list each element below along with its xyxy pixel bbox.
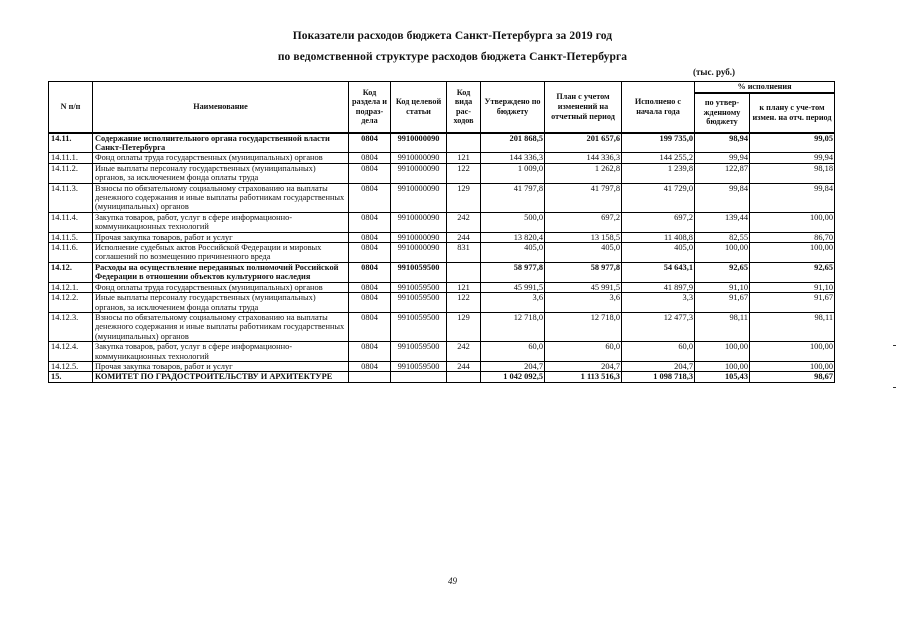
- margin-mark: [893, 387, 896, 388]
- row-approved: 58 977,8: [481, 262, 545, 282]
- row-executed: 1 239,8: [622, 163, 695, 183]
- row-pct-approved: 100,00: [695, 342, 750, 362]
- row-number: 14.11.1.: [49, 153, 93, 163]
- row-approved: 1 042 092,5: [481, 372, 545, 382]
- row-approved: 1 009,0: [481, 163, 545, 183]
- row-number: 14.12.1.: [49, 282, 93, 292]
- row-plan: 12 718,0: [545, 312, 622, 341]
- row-target-code: 9910000090: [391, 243, 447, 263]
- header-name: Наименование: [93, 82, 349, 133]
- row-name: Расходы на осуществление переданных полномочий Российской Федерации в отношении объектов культурного наследия: [93, 262, 349, 282]
- row-executed: 3,3: [622, 293, 695, 313]
- row-expense-type-code: 129: [447, 312, 481, 341]
- row-pct-plan: 100,00: [750, 342, 835, 362]
- row-number: 14.11.4.: [49, 212, 93, 232]
- row-plan: 1 113 516,3: [545, 372, 622, 382]
- row-number: 14.11.3.: [49, 183, 93, 212]
- row-executed: 41 897,9: [622, 282, 695, 292]
- header-pct-approved: по утвер-жденному бюджету: [695, 93, 750, 133]
- row-section-code: 0804: [349, 153, 391, 163]
- row-name: КОМИТЕТ ПО ГРАДОСТРОИТЕЛЬСТВУ И АРХИТЕКТУРЕ: [93, 372, 349, 382]
- row-pct-approved: 100,00: [695, 243, 750, 263]
- row-approved: 500,0: [481, 212, 545, 232]
- table-row: [49, 293, 835, 313]
- row-name: Прочая закупка товаров, работ и услуг: [93, 232, 349, 242]
- table-row: [49, 243, 835, 263]
- row-number: 14.12.: [49, 262, 93, 282]
- header-pct-group: % исполнения: [695, 82, 835, 93]
- table-row: [49, 312, 835, 341]
- row-plan: 204,7: [545, 361, 622, 371]
- row-approved: 3,6: [481, 293, 545, 313]
- row-expense-type-code: 121: [447, 153, 481, 163]
- row-name: Прочая закупка товаров, работ и услуг: [93, 361, 349, 371]
- row-expense-type-code: 244: [447, 361, 481, 371]
- row-executed: 405,0: [622, 243, 695, 263]
- row-pct-approved: 99,94: [695, 153, 750, 163]
- row-number: 14.12.5.: [49, 361, 93, 371]
- row-expense-type-code: [447, 372, 481, 382]
- row-expense-type-code: 242: [447, 342, 481, 362]
- row-pct-approved: 91,10: [695, 282, 750, 292]
- document-title-line1: Показатели расходов бюджета Санкт-Петербурга за 2019 год: [292, 30, 613, 42]
- row-pct-approved: 98,11: [695, 312, 750, 341]
- header-target-code: Код целевой статьи: [391, 82, 447, 133]
- table-row: [49, 183, 835, 212]
- row-pct-plan: 99,05: [750, 133, 835, 153]
- row-approved: 201 868,5: [481, 133, 545, 153]
- row-target-code: 9910000090: [391, 133, 447, 153]
- row-section-code: 0804: [349, 282, 391, 292]
- row-target-code: 9910000090: [391, 153, 447, 163]
- row-expense-type-code: 244: [447, 232, 481, 242]
- row-number: 14.12.4.: [49, 342, 93, 362]
- row-pct-approved: 99,84: [695, 183, 750, 212]
- row-name: Исполнение судебных актов Российской Федерации и мировых соглашений по возмещению причиненного вреда: [93, 243, 349, 263]
- row-target-code: 9910000090: [391, 183, 447, 212]
- header-approved: Утверждено по бюджету: [481, 82, 545, 133]
- table-row: [49, 372, 835, 382]
- row-section-code: 0804: [349, 361, 391, 371]
- row-pct-approved: 82,55: [695, 232, 750, 242]
- row-pct-plan: 98,67: [750, 372, 835, 382]
- row-pct-approved: 98,94: [695, 133, 750, 153]
- row-approved: 12 718,0: [481, 312, 545, 341]
- header-plan: План с учетом изменений на отчетный период: [545, 82, 622, 133]
- document-title-line2: по ведомственной структуре расходов бюджета Санкт-Петербурга: [277, 51, 628, 63]
- row-plan: 41 797,8: [545, 183, 622, 212]
- row-pct-approved: 91,67: [695, 293, 750, 313]
- row-section-code: 0804: [349, 342, 391, 362]
- row-approved: 144 336,3: [481, 153, 545, 163]
- table-row: [49, 282, 835, 292]
- row-plan: 405,0: [545, 243, 622, 263]
- header-pct-plan: к плану с уче-том измен. на отч. период: [750, 93, 835, 133]
- row-pct-plan: 86,70: [750, 232, 835, 242]
- row-number: 14.11.: [49, 133, 93, 153]
- row-pct-plan: 100,00: [750, 361, 835, 371]
- row-pct-approved: 122,87: [695, 163, 750, 183]
- header-section-code: Код раздела и подраз-дела: [349, 82, 391, 133]
- row-name: Иные выплаты персоналу государственных (муниципальных) органов, за исключением фонда оплаты труда: [93, 293, 349, 313]
- row-number: 14.11.2.: [49, 163, 93, 183]
- row-pct-approved: 139,44: [695, 212, 750, 232]
- row-expense-type-code: 122: [447, 293, 481, 313]
- row-name: Иные выплаты персоналу государственных (муниципальных) органов, за исключением фонда оплаты труда: [93, 163, 349, 183]
- row-name: Фонд оплаты труда государственных (муниципальных) органов: [93, 153, 349, 163]
- table-row: [49, 153, 835, 163]
- row-expense-type-code: [447, 133, 481, 153]
- table-row: [49, 212, 835, 232]
- row-approved: 41 797,8: [481, 183, 545, 212]
- row-approved: 405,0: [481, 243, 545, 263]
- units-label: (тыс. руб.): [693, 67, 735, 77]
- row-expense-type-code: 831: [447, 243, 481, 263]
- row-pct-approved: 100,00: [695, 361, 750, 371]
- row-section-code: 0804: [349, 243, 391, 263]
- row-pct-plan: 98,18: [750, 163, 835, 183]
- row-number: 14.12.2.: [49, 293, 93, 313]
- row-pct-plan: 100,00: [750, 212, 835, 232]
- row-executed: 199 735,0: [622, 133, 695, 153]
- table-row: [49, 232, 835, 242]
- row-section-code: 0804: [349, 163, 391, 183]
- header-expense-type-code: Код вида рас-ходов: [447, 82, 481, 133]
- row-section-code: 0804: [349, 212, 391, 232]
- row-target-code: 9910000090: [391, 232, 447, 242]
- table-row: [49, 133, 835, 153]
- row-executed: 204,7: [622, 361, 695, 371]
- row-target-code: 9910059500: [391, 262, 447, 282]
- row-expense-type-code: 121: [447, 282, 481, 292]
- row-name: Содержание исполнительного органа государственной власти Санкт-Петербурга: [93, 133, 349, 153]
- row-plan: 13 158,5: [545, 232, 622, 242]
- row-section-code: 0804: [349, 232, 391, 242]
- row-approved: 60,0: [481, 342, 545, 362]
- row-expense-type-code: 129: [447, 183, 481, 212]
- margin-mark: [893, 345, 896, 346]
- header-executed: Исполнено с начала года: [622, 82, 695, 133]
- header-num: N п/п: [49, 82, 93, 133]
- row-pct-plan: 91,67: [750, 293, 835, 313]
- row-section-code: 0804: [349, 133, 391, 153]
- row-pct-plan: 99,84: [750, 183, 835, 212]
- row-name: Закупка товаров, работ, услуг в сфере информационно-коммуникационных технологий: [93, 212, 349, 232]
- row-executed: 41 729,0: [622, 183, 695, 212]
- row-executed: 11 408,8: [622, 232, 695, 242]
- row-pct-plan: 98,11: [750, 312, 835, 341]
- row-plan: 58 977,8: [545, 262, 622, 282]
- row-pct-plan: 92,65: [750, 262, 835, 282]
- row-pct-approved: 105,43: [695, 372, 750, 382]
- row-number: 14.12.3.: [49, 312, 93, 341]
- row-pct-plan: 91,10: [750, 282, 835, 292]
- row-target-code: 9910059500: [391, 342, 447, 362]
- row-plan: 60,0: [545, 342, 622, 362]
- row-target-code: [391, 372, 447, 382]
- row-section-code: [349, 372, 391, 382]
- row-target-code: 9910059500: [391, 312, 447, 341]
- row-expense-type-code: 122: [447, 163, 481, 183]
- row-section-code: 0804: [349, 183, 391, 212]
- row-name: Фонд оплаты труда государственных (муниципальных) органов: [93, 282, 349, 292]
- row-executed: 12 477,3: [622, 312, 695, 341]
- row-number: 14.11.5.: [49, 232, 93, 242]
- table-body: [49, 133, 835, 383]
- table-row: [49, 342, 835, 362]
- row-pct-plan: 99,94: [750, 153, 835, 163]
- row-number: 14.11.6.: [49, 243, 93, 263]
- row-expense-type-code: [447, 262, 481, 282]
- row-executed: 1 098 718,3: [622, 372, 695, 382]
- row-plan: 144 336,3: [545, 153, 622, 163]
- row-plan: 201 657,6: [545, 133, 622, 153]
- row-executed: 697,2: [622, 212, 695, 232]
- row-plan: 697,2: [545, 212, 622, 232]
- row-plan: 1 262,8: [545, 163, 622, 183]
- row-approved: 45 991,5: [481, 282, 545, 292]
- row-plan: 45 991,5: [545, 282, 622, 292]
- page-number: 49: [448, 576, 457, 586]
- row-target-code: 9910059500: [391, 361, 447, 371]
- row-name: Закупка товаров, работ, услуг в сфере информационно-коммуникационных технологий: [93, 342, 349, 362]
- row-section-code: 0804: [349, 262, 391, 282]
- row-target-code: 9910059500: [391, 282, 447, 292]
- row-name: Взносы по обязательному социальному страхованию на выплаты денежного содержания и иные выплаты работникам государственных (муниципальных) органов: [93, 312, 349, 341]
- row-executed: 54 643,1: [622, 262, 695, 282]
- row-plan: 3,6: [545, 293, 622, 313]
- row-target-code: 9910000090: [391, 163, 447, 183]
- row-name: Взносы по обязательному социальному страхованию на выплаты денежного содержания и иные выплаты работникам государственных (муниципальных) органов: [93, 183, 349, 212]
- budget-table: [48, 81, 835, 383]
- table-row: [49, 262, 835, 282]
- table-row: [49, 361, 835, 371]
- row-executed: 60,0: [622, 342, 695, 362]
- row-number: 15.: [49, 372, 93, 382]
- row-expense-type-code: 242: [447, 212, 481, 232]
- row-target-code: 9910059500: [391, 293, 447, 313]
- row-approved: 204,7: [481, 361, 545, 371]
- row-pct-plan: 100,00: [750, 243, 835, 263]
- row-section-code: 0804: [349, 312, 391, 341]
- row-pct-approved: 92,65: [695, 262, 750, 282]
- row-target-code: 9910000090: [391, 212, 447, 232]
- row-section-code: 0804: [349, 293, 391, 313]
- row-approved: 13 820,4: [481, 232, 545, 242]
- table-row: [49, 163, 835, 183]
- row-executed: 144 255,2: [622, 153, 695, 163]
